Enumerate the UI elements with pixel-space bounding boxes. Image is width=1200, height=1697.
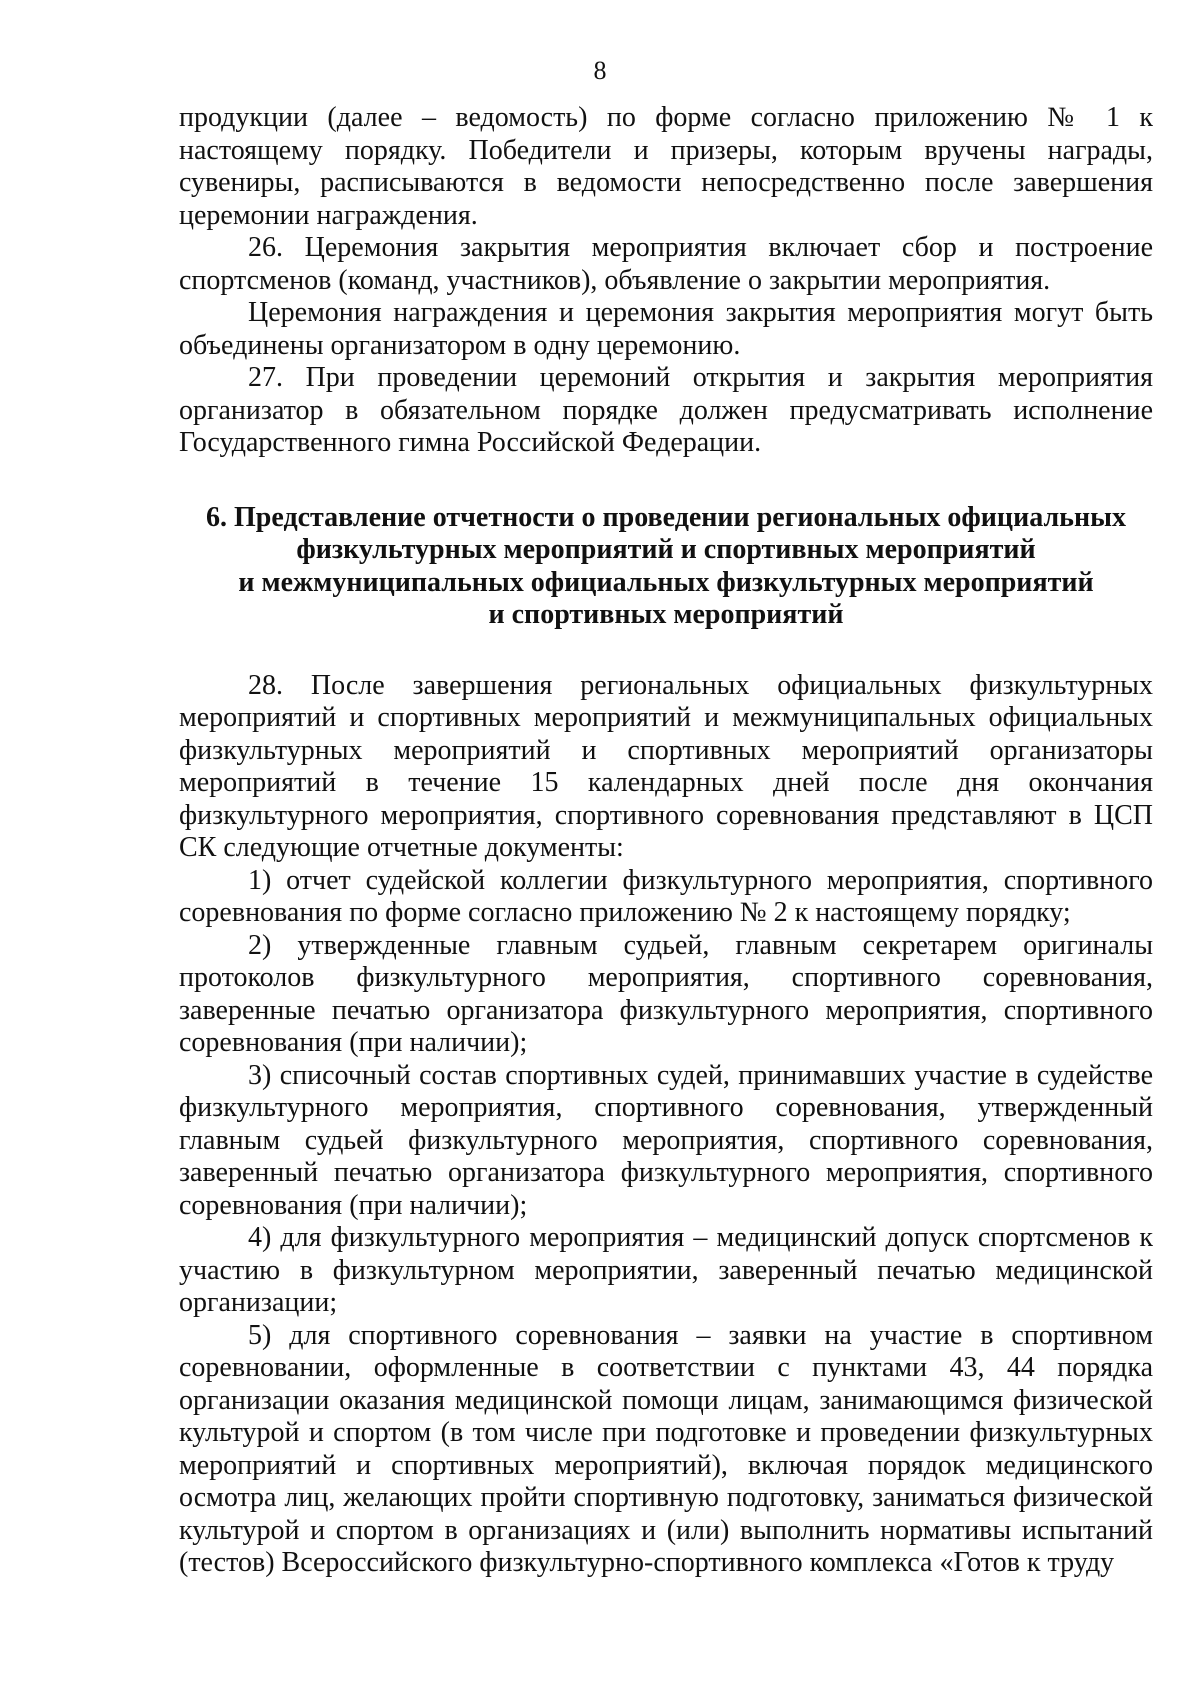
list-item-5: 5) для спортивного соревнования – заявки на участие в спортивном соревновании, оформленные в соответствии с пунктами 43, 44 порядка организации оказания медицинской помощи лицам, занимающимся физической культурой и спортом (в том числе при подготовке и проведении физкультурных мероприятий и спортивных мероприятий), включая порядок медицинского осмотра лиц, желающих пройти спортивную подготовку, заниматься физической культурой и спортом в организациях и (или) выполнить нормативы испытаний (тестов) Всероссийского физкультурно-спортивного комплекса «Готов к труду (179, 1319, 1153, 1578)
section-heading-line: и спортивных мероприятий (488, 599, 844, 630)
paragraph-26-ceremony-merge: Церемония награждения и церемония закрытия мероприятия могут быть объединены организатором в одну церемонию. (179, 297, 1153, 361)
section-heading (179, 502, 1153, 632)
list-item-1: 1) отчет судейской коллегии физкультурного мероприятия, спортивного соревнования по форме согласно приложению № 2 к настоящему порядку; (179, 864, 1153, 928)
paragraph-28: 28. После завершения региональных официальных физкультурных мероприятий и спортивных мероприятий и межмуниципальных официальных физкультурных мероприятий и спортивных мероприятий организаторы мероприятий в течение 15 календарных дней после дня окончания физкультурного мероприятия, спортивного соревнования представляют в ЦСП СК следующие отчетные документы: (179, 669, 1153, 863)
paragraph-continuation: продукции (далее – ведомость) по форме согласно приложению № 1 к настоящему порядку. Победители и призеры, которым вручены награды, сувениры, расписываются в ведомости непосредственно после завершения церемонии награждения. (179, 102, 1153, 231)
section-heading-line: и межмуниципальных официальных физкультурных мероприятий (238, 566, 1094, 598)
section-heading-line: 6. Представление отчетности о проведении региональных официальных (206, 501, 1126, 533)
section-heading-line: физкультурных мероприятий и спортивных мероприятий (296, 534, 1036, 565)
page-number: 8 (593, 56, 607, 85)
list-item-4: 4) для физкультурного мероприятия – медицинский допуск спортсменов к участию в физкультурном мероприятии, заверенный печатью медицинской организации; (179, 1222, 1153, 1318)
list-item-2: 2) утвержденные главным судьей, главным секретарем оригиналы протоколов физкультурного мероприятия, спортивного соревнования, заверенные печатью организатора физкультурного мероприятия, спортивного соревнования (при наличии); (179, 929, 1153, 1058)
document-body (179, 102, 1153, 1580)
list-item-3: 3) списочный состав спортивных судей, принимавших участие в судействе физкультурного мероприятия, спортивного соревнования, утвержденный главным судьей физкультурного мероприятия, спортивного соревнования, заверенный печатью организатора физкультурного мероприятия, спортивного соревнования (при наличии); (179, 1059, 1153, 1221)
paragraph-26: 26. Церемония закрытия мероприятия включает сбор и построение спортсменов (команд, участников), объявление о закрытии мероприятия. (179, 232, 1153, 296)
paragraph-27: 27. При проведении церемоний открытия и закрытия мероприятия организатор в обязательном порядке должен предусматривать исполнение Государственного гимна Российской Федерации. (179, 362, 1153, 458)
